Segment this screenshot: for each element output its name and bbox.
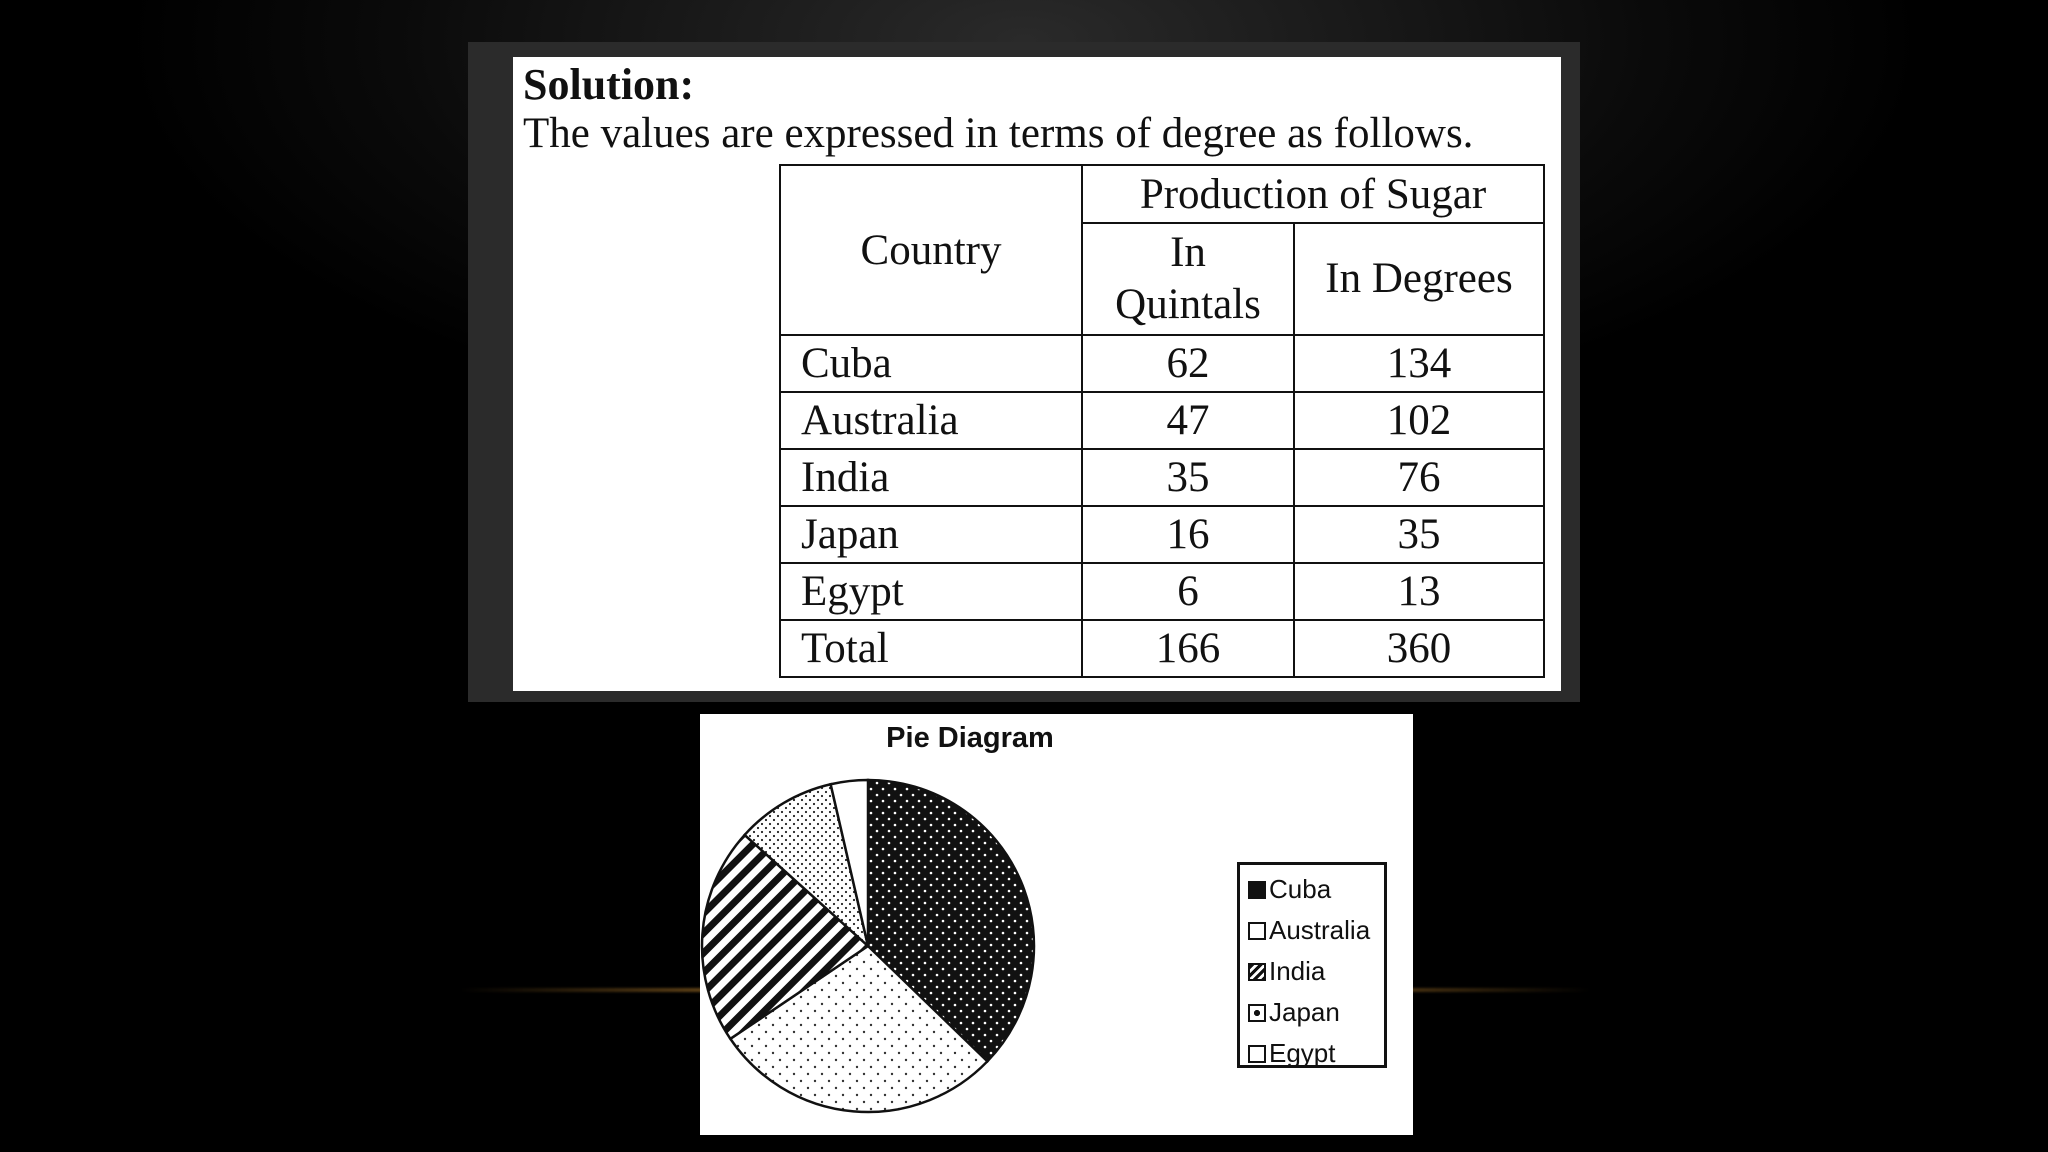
cell-degrees: 13 — [1294, 563, 1544, 620]
cell-quintals: 166 — [1082, 620, 1294, 677]
cell-country: Japan — [780, 506, 1082, 563]
table-row — [780, 563, 1544, 620]
cell-degrees: 35 — [1294, 506, 1544, 563]
table-row — [780, 392, 1544, 449]
cell-degrees: 134 — [1294, 335, 1544, 392]
intro-text: The values are expressed in terms of degree as follows. — [523, 110, 1474, 157]
cell-degrees: 360 — [1294, 620, 1544, 677]
cell-country: India — [780, 449, 1082, 506]
cell-country: Cuba — [780, 335, 1082, 392]
legend-swatch-egypt — [1248, 1045, 1266, 1063]
header-in-quintals-line1: In — [1170, 229, 1206, 276]
header-in-degrees: In Degrees — [1294, 223, 1544, 335]
legend-label: Cuba — [1269, 874, 1332, 904]
pie-chart-panel — [700, 714, 1413, 1135]
legend-label: Japan — [1269, 997, 1340, 1027]
table-row — [780, 335, 1544, 392]
table-row — [780, 506, 1544, 563]
cell-country: Australia — [780, 392, 1082, 449]
legend-swatch-japan — [1248, 1004, 1266, 1022]
cell-quintals: 62 — [1082, 335, 1294, 392]
solution-document — [513, 57, 1561, 691]
legend-label: India — [1269, 956, 1326, 986]
legend-swatch-australia — [1248, 922, 1266, 940]
legend-item-egypt — [1248, 1033, 1384, 1074]
header-in-quintals-line2: Quintals — [1115, 281, 1261, 328]
legend-item-australia — [1248, 910, 1384, 951]
legend-swatch-india — [1248, 963, 1266, 981]
cell-quintals: 16 — [1082, 506, 1294, 563]
table-row — [780, 449, 1544, 506]
solution-heading: Solution: — [523, 60, 695, 109]
chart-legend — [1237, 862, 1387, 1068]
header-country: Country — [780, 165, 1082, 335]
table-row-total — [780, 620, 1544, 677]
cell-country: Total — [780, 620, 1082, 677]
cell-quintals: 47 — [1082, 392, 1294, 449]
sugar-production-table — [779, 164, 1545, 678]
legend-item-cuba — [1248, 869, 1384, 910]
chart-title: Pie Diagram — [886, 722, 1054, 754]
legend-item-india — [1248, 951, 1384, 992]
cell-degrees: 102 — [1294, 392, 1544, 449]
legend-swatch-cuba — [1248, 881, 1266, 899]
header-production-of-sugar: Production of Sugar — [1082, 165, 1544, 223]
legend-label: Australia — [1269, 915, 1371, 945]
legend-label: Egypt — [1269, 1038, 1336, 1068]
cell-quintals: 35 — [1082, 449, 1294, 506]
cell-degrees: 76 — [1294, 449, 1544, 506]
cell-country: Egypt — [780, 563, 1082, 620]
cell-quintals: 6 — [1082, 563, 1294, 620]
header-in-quintals — [1082, 223, 1294, 335]
legend-item-japan — [1248, 992, 1384, 1033]
